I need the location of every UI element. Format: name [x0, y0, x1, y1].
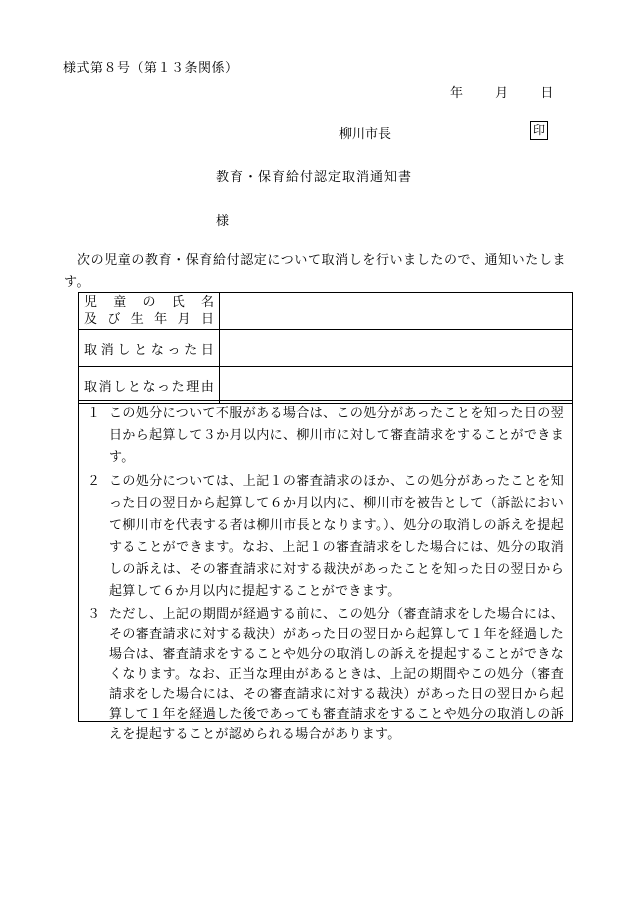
- note-number: ３: [87, 607, 101, 622]
- date-month-label: 月: [495, 86, 509, 101]
- addressee-suffix: 様: [216, 214, 230, 229]
- note-item: [87, 403, 564, 469]
- note-item: [87, 471, 564, 603]
- label-birthdate: 及 び 生 年 月 日: [84, 312, 214, 327]
- note-item: [87, 605, 564, 745]
- table-label-cell: [79, 293, 220, 330]
- date-day-label: 日: [540, 86, 554, 101]
- table-row: [79, 293, 573, 330]
- label-cancel-date: 取 消 し と な っ た 日: [79, 330, 220, 367]
- note-number: １: [87, 406, 101, 421]
- label-cancel-reason: 取 消 し と な っ た 理 由: [79, 367, 220, 404]
- cancel-date-field[interactable]: [220, 330, 573, 367]
- notes-box: [78, 400, 573, 742]
- note-text: この処分について不服がある場合は、この処分があったことを知った日の翌日から起算して３か月以内に、柳川市に対して審査請求をすることができます。: [109, 406, 564, 465]
- intro-paragraph: 次の児童の教育・保育給付認定について取消しを行いましたので、通知いたします。: [64, 253, 567, 290]
- note-text: この処分については、上記１の審査請求のほか、この処分があったことを知った日の翌日から起算して６か月以内に、柳川市を被告として（訴訟において柳川市を代表する者は柳川市長となります。）、処分の取消しの訴えを提起することができます。なお、上記１の審査請求をした場合には、処分の取消しの訴えは、その審査請求に対する裁決があったことを知った日の翌日から起算して６か月以内に提起することができます。: [109, 474, 564, 599]
- document-title: 教育・保育給付認定取消通知書: [216, 170, 413, 185]
- date-year-label: 年: [450, 86, 464, 101]
- child-name-birthdate-field[interactable]: [220, 293, 573, 330]
- form-number: 様式第８号（第１３条関係）: [63, 61, 239, 76]
- note-text: ただし、上記の期間が経過する前に、この処分（審査請求をした場合には、その審査請求に対する裁決）があった日の翌日から起算して１年を経過した場合は、審査請求をすることや処分の取消しの訴えを提起することができなくなります。なお、正当な理由があるときは、上記の期間やこの処分（審査請求をした場合には、その審査請求に対する裁決）があった日の翌日から起算して１年を経過した後であっても審査請求をすることや処分の取消しの訴えを提起することが認められる場合があります。: [109, 607, 564, 742]
- note-number: ２: [87, 474, 101, 489]
- table-row: [79, 330, 573, 367]
- table-row: [79, 367, 573, 404]
- date-line: [450, 82, 553, 101]
- issuer-name: 柳川市長: [339, 127, 392, 142]
- seal-box: 印: [530, 121, 548, 140]
- label-child-name: 児 童 の 氏 名: [84, 295, 214, 310]
- cancel-reason-field[interactable]: [220, 367, 573, 404]
- info-table: [78, 292, 573, 404]
